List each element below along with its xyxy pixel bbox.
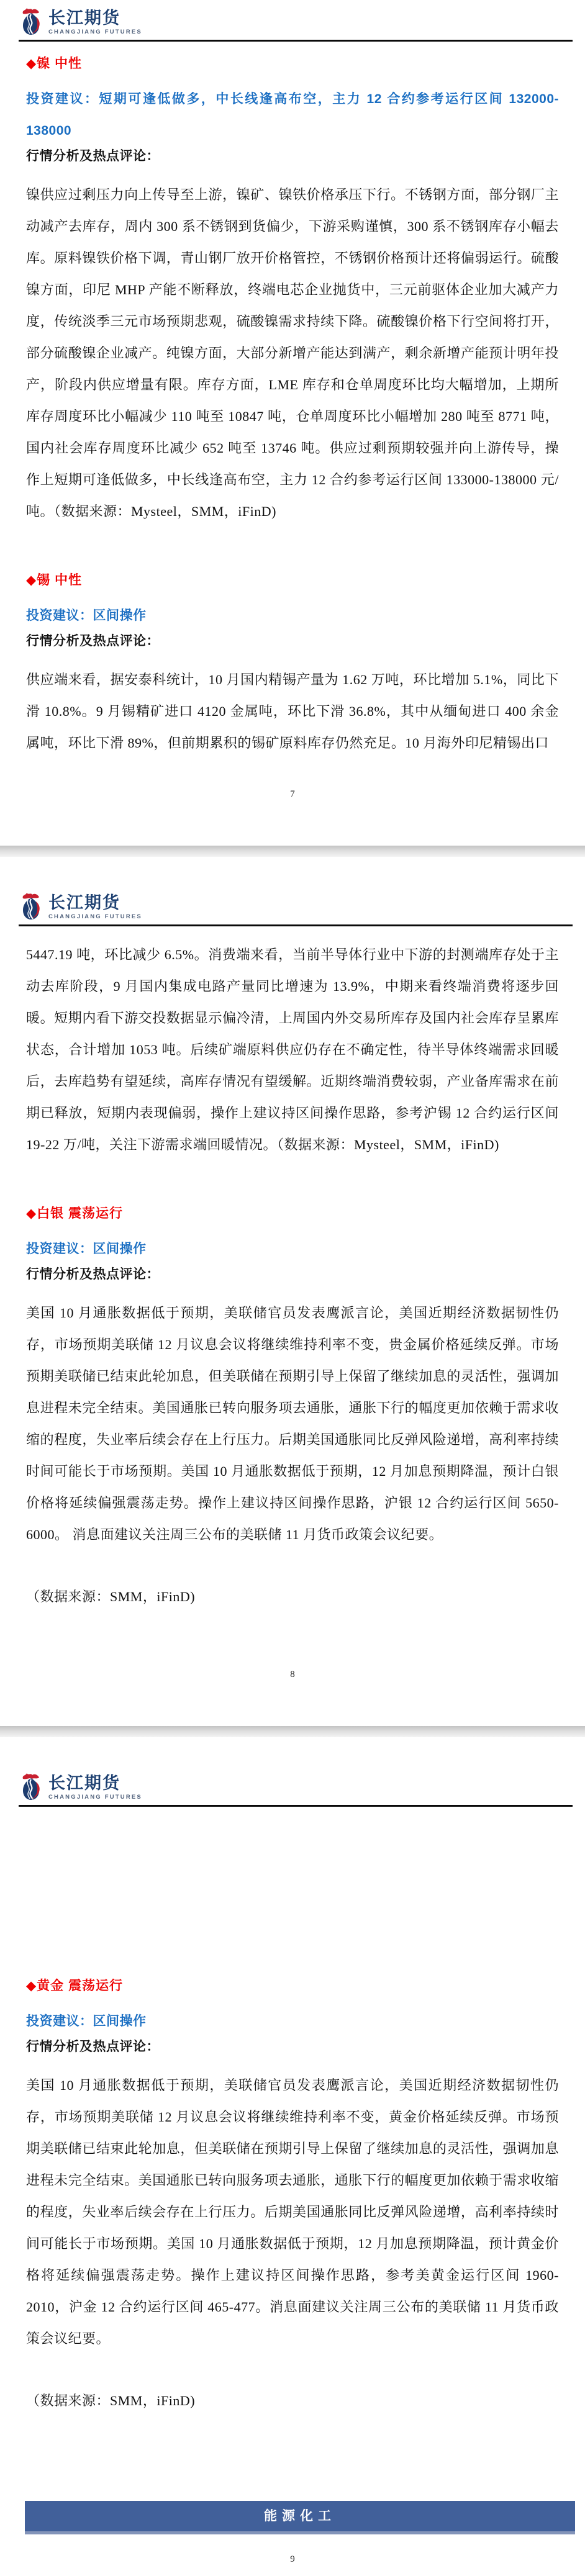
analysis-label: 行情分析及热点评论： xyxy=(26,1267,160,1281)
data-source-note: （数据来源：SMM，iFinD) xyxy=(26,2393,196,2408)
commodity-section-heading: ◆锡 中性 xyxy=(26,573,82,587)
data-source-note: （数据来源：SMM，iFinD) xyxy=(26,1589,196,1604)
investment-advice: 投资建议：区间操作 xyxy=(26,1242,147,1256)
investment-advice: 投资建议：区间操作 xyxy=(26,2014,147,2028)
page-number: 8 xyxy=(290,1670,295,1679)
changjiang-futures-logo xyxy=(19,891,573,922)
page-header xyxy=(0,0,585,37)
page-content xyxy=(0,55,585,759)
page-content xyxy=(0,939,585,1606)
logo-cn-text: 长江期货 xyxy=(48,8,120,27)
section-banner-energy-chemicals: 能源化工 xyxy=(25,2501,575,2534)
header-rule xyxy=(19,924,573,926)
analysis-paragraph: 5447.19 吨，环比减少 6.5%。消费端来看，当前半导体行业中下游的封测端库存处于主动去库阶段，9 月国内集成电路产量同比增速为 13.9%，中期来看终端消费将逐步回暖。短期内看下游交投数据显示偏冷清，上周国内外交易所库存及国内社会库存呈累库状态，合计增加 1053 吨。后续矿端原料供应仍存在不确定性，待半导体终端需求回暖后，去库趋势有望延续，高库存情况有望缓解。近期终端消费较弱，产业备库需求在前期已释放，短期内表现偏弱，操作上建议持区间操作思路，参考沪锡 12 合约运行区间 19-22 万/吨，关注下游需求端回暖情况。（数据来源：Mysteel，SMM，iFinD) xyxy=(26,947,559,1152)
commodity-section-heading: ◆白银 震荡运行 xyxy=(26,1206,123,1221)
investment-advice: 投资建议：短期可逢低做多，中长线逢高布空，主力 12 合约参考运行区间 132000-138000 xyxy=(26,92,559,138)
header-rule xyxy=(19,40,573,42)
page-content xyxy=(0,1977,585,2523)
logo-text xyxy=(48,9,142,35)
logo-text xyxy=(48,1774,142,1801)
changjiang-futures-logo-icon xyxy=(19,891,43,922)
analysis-paragraph: 镍供应过剩压力向上传导至上游，镍矿、镍铁价格承压下行。不锈钢方面，部分钢厂主动减产去库存，周内 300 系不锈钢到货偏少，下游采购谨慎，300 系不锈钢库存小幅去库。原料镍铁价格下调，青山钢厂放开价格管控，不锈钢价格预计还将偏弱运行。硫酸镍方面，印尼 MHP 产能不断释放，终端电芯企业抛货中，三元前驱体企业加大减产力度，传统淡季三元市场预期悲观，硫酸镍需求持续下降。硫酸镍价格下行空间将打开，部分硫酸镍企业减产。纯镍方面，大部分新增产能达到满产，剩余新增产能预计明年投产，阶段内供应增量有限。库存方面，LME 库存和仓单周度环比均大幅增加，上期所库存周度环比小幅减少 110 吨至 10847 吨，仓单周度环比小幅增加 280 吨至 8771 吨，国内社会库存周度环比减少 652 吨至 13746 吨。供应过剩预期较强并向上游传导，操作上短期可逢低做多，中长线逢高布空，主力 12 合约参考运行区间 133000-138000 元/吨。（数据来源：Mysteel，SMM，iFinD) xyxy=(26,187,559,519)
analysis-label: 行情分析及热点评论： xyxy=(26,2040,160,2054)
header-rule xyxy=(19,1805,573,1807)
logo-cn-text: 长江期货 xyxy=(48,1773,120,1792)
logo-en-text: CHANGJIANG FUTURES xyxy=(48,913,142,920)
commodity-section-heading: ◆黄金 震荡运行 xyxy=(26,1979,123,1993)
commodity-section-heading: ◆镍 中性 xyxy=(26,56,82,71)
changjiang-futures-logo-icon xyxy=(19,6,43,37)
analysis-paragraph: 美国 10 月通胀数据低于预期，美联储官员发表鹰派言论，美国近期经济数据韧性仍存，市场预期美联储 12 月议息会议将继续维持利率不变，贵金属价格延续反弹。市场预期美联储已结束此轮加息，但美联储在预期引导上保留了继续加息的灵活性，强调加息进程未完全结束。美国通胀已转向服务项去通胀，通胀下行的幅度更加依赖于需求收缩的程度，失业率后续会存在上行压力。后期美国通胀同比反弹风险递增，高利率持续时间可能长于市场预期。美国 10 月通胀数据低于预期，12 月加息预期降温，预计白银价格将延续偏强震荡走势。操作上建议持区间操作思路，沪银 12 合约运行区间 5650-6000。 消息面建议关注周三公布的美联储 11 月货币政策会议纪要。 xyxy=(26,1305,559,1542)
logo-en-text: CHANGJIANG FUTURES xyxy=(48,28,142,35)
logo-text xyxy=(48,893,142,920)
analysis-label: 行情分析及热点评论： xyxy=(26,634,160,648)
report-page-9 xyxy=(0,1737,585,2576)
page-header xyxy=(0,1737,585,1802)
analysis-label: 行情分析及热点评论： xyxy=(26,149,160,163)
page-number: 9 xyxy=(290,2554,295,2564)
changjiang-futures-logo xyxy=(19,6,573,37)
changjiang-futures-logo-icon xyxy=(19,1771,43,1802)
page-separator xyxy=(0,846,585,857)
page-separator xyxy=(0,1726,585,1737)
changjiang-futures-logo xyxy=(19,1771,573,1802)
report-page-7 xyxy=(0,0,585,846)
page-header xyxy=(0,857,585,922)
investment-advice: 投资建议：区间操作 xyxy=(26,608,147,623)
report-page-8 xyxy=(0,857,585,1726)
logo-cn-text: 长江期货 xyxy=(48,893,120,912)
analysis-paragraph: 美国 10 月通胀数据低于预期，美联储官员发表鹰派言论，美国近期经济数据韧性仍存，市场预期美联储 12 月议息会议将继续维持利率不变，黄金价格延续反弹。市场预期美联储已结束此轮加息，但美联储在预期引导上保留了继续加息的灵活性，强调加息进程未完全结束。美国通胀已转向服务项去通胀，通胀下行的幅度更加依赖于需求收缩的程度，失业率后续会存在上行压力。后期美国通胀同比反弹风险递增，高利率持续时间可能长于市场预期。美国 10 月通胀数据低于预期，12 月加息预期降温，预计黄金价格将延续偏强震荡走势。操作上建议持区间操作思路，参考美黄金运行区间 1960-2010，沪金 12 合约运行区间 465-477。消息面建议关注周三公布的美联储 11 月货币政策会议纪要。 xyxy=(26,2077,559,2346)
analysis-paragraph: 供应端来看，据安泰科统计，10 月国内精锡产量为 1.62 万吨，环比增加 5.1%，同比下滑 10.8%。9 月锡精矿进口 4120 金属吨，环比下滑 36.8%，其中从缅甸进口 400 余金属吨，环比下滑 89%，但前期累积的锡矿原料库存仍然充足。10 月海外印尼精锡出口 xyxy=(26,672,559,751)
page-number: 7 xyxy=(290,789,295,799)
logo-en-text: CHANGJIANG FUTURES xyxy=(48,1793,142,1801)
